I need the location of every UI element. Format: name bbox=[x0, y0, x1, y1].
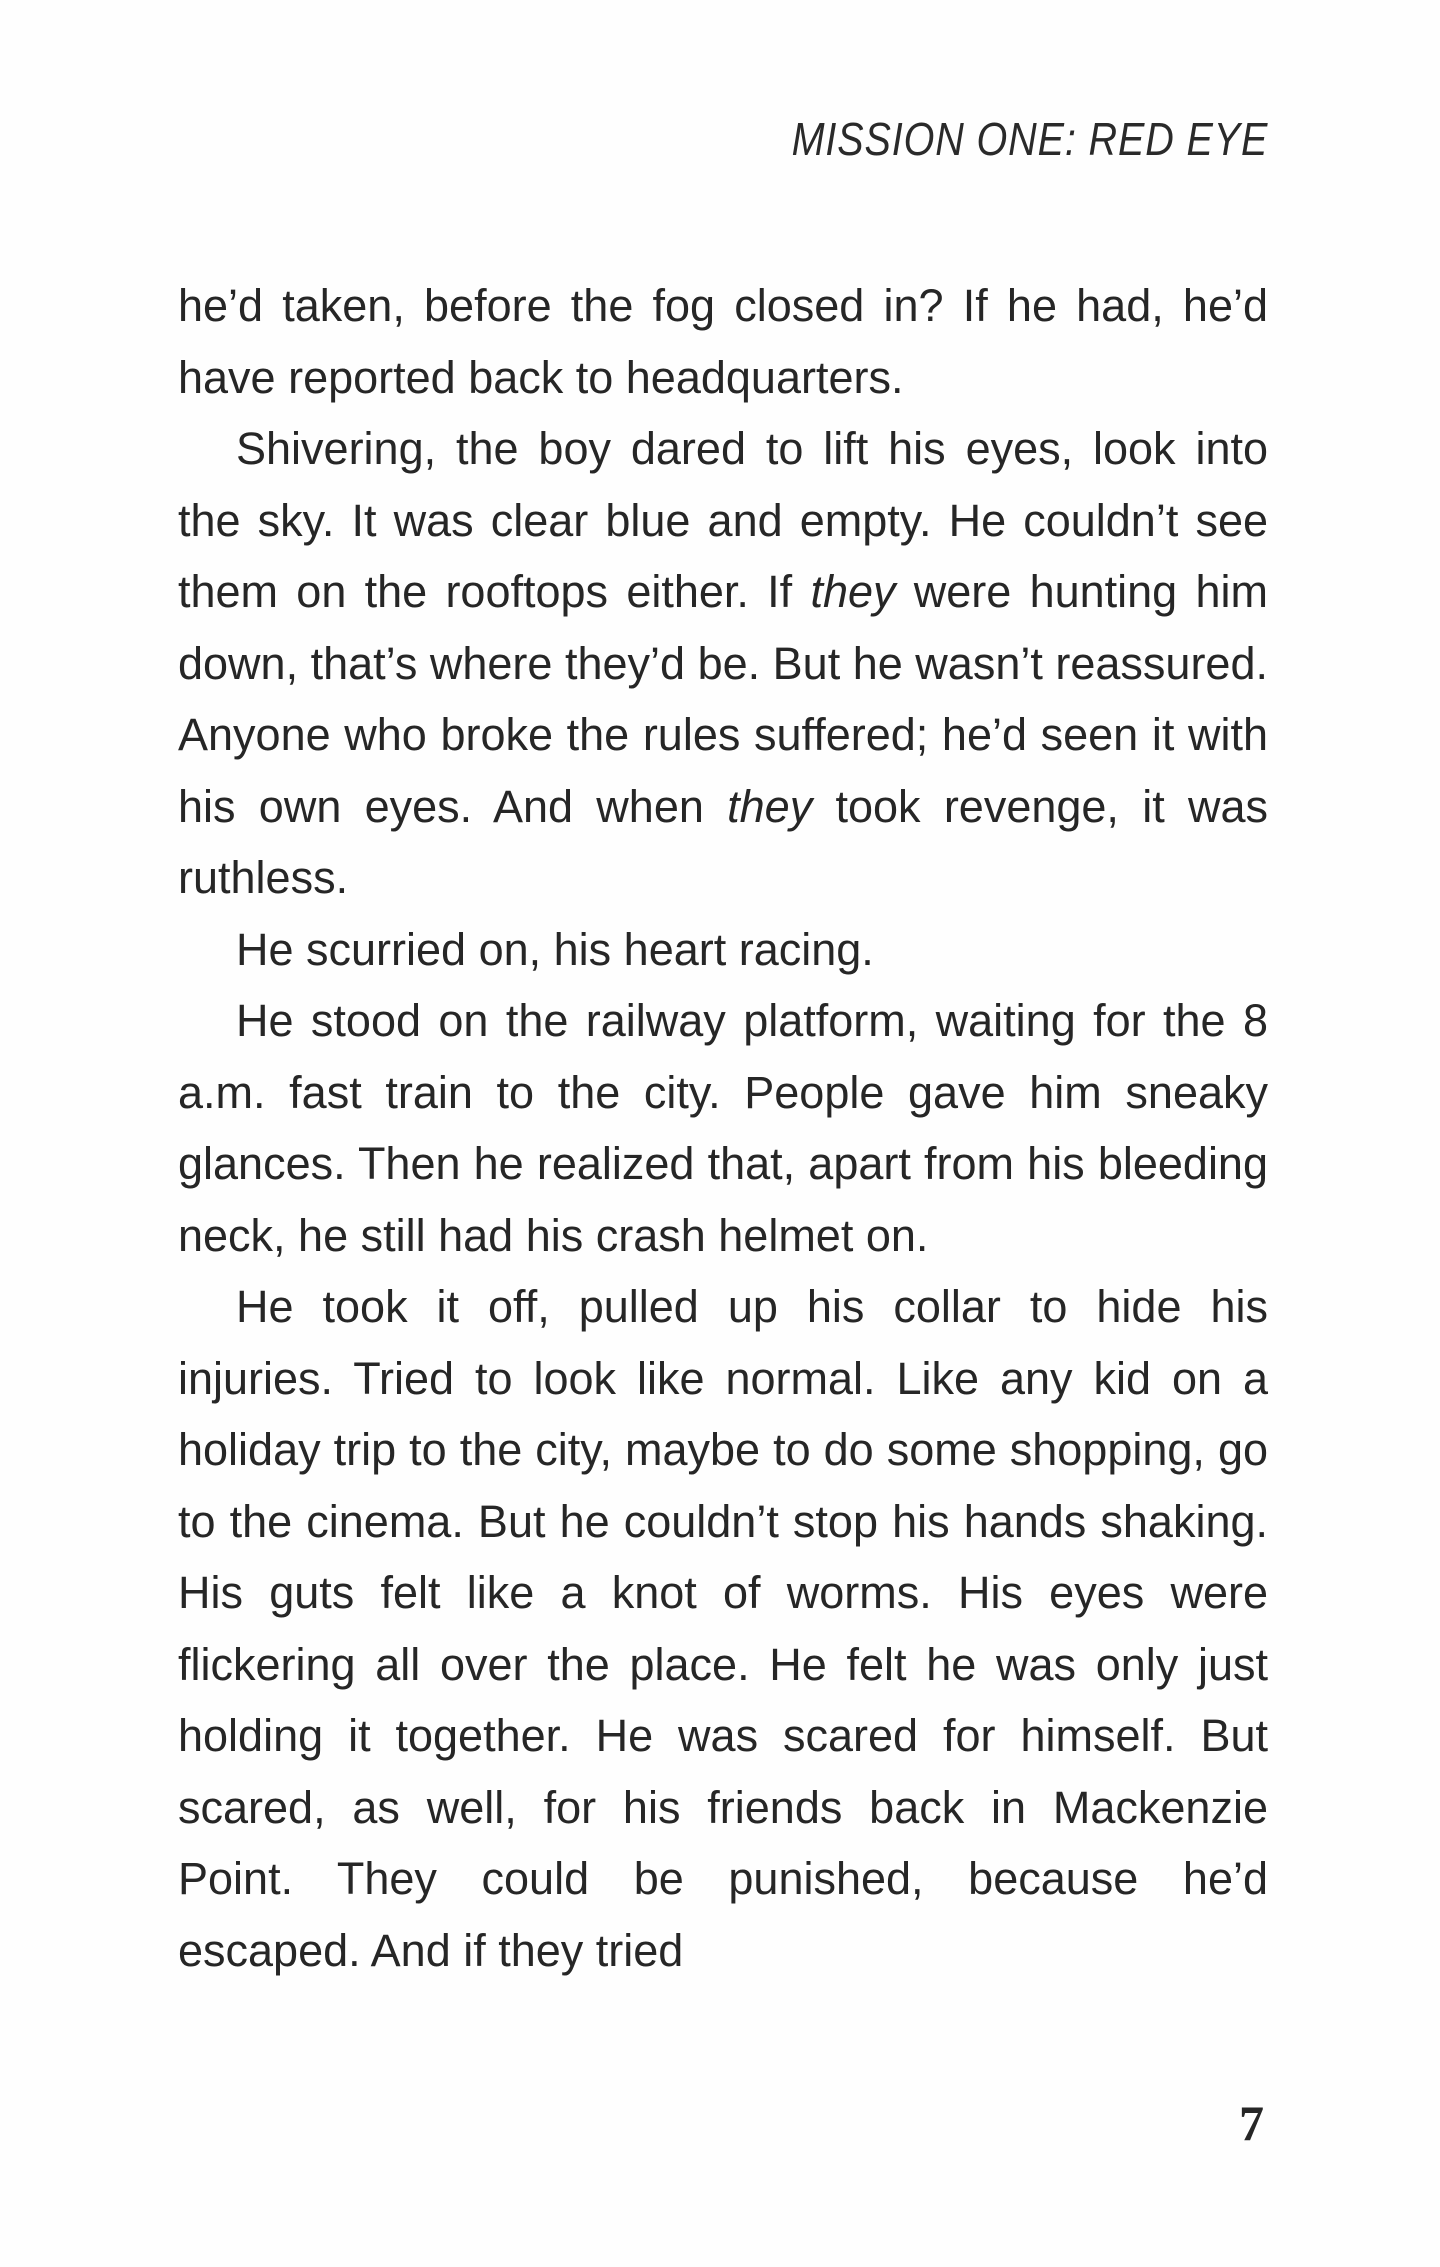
paragraph-5 bbox=[178, 1271, 1268, 1986]
paragraph-text: He scurried on, his heart racing. bbox=[236, 923, 874, 975]
page-number: 7 bbox=[1239, 2095, 1264, 2151]
paragraph-text: He took it off, pulled up his collar to hide his injuries. Tried to look like normal. Like any kid on a holiday trip to the city, maybe to do some shopping, go to the cinema. But he couldn’t stop his hands shaking. His guts felt like a knot of worms. His eyes were flickering all over the place. He felt he was only just holding it together. He was scared for himself. But scared, as well, for his friends back in Mackenzie Point. They could be punished, because he’d escaped. And if they tried bbox=[178, 1281, 1268, 1976]
emphasis-text: they bbox=[727, 780, 813, 832]
running-head: MISSION ONE: RED EYE bbox=[791, 113, 1268, 165]
body-text bbox=[178, 270, 1268, 1986]
paragraph-2 bbox=[178, 413, 1268, 914]
paragraph-3 bbox=[178, 914, 1268, 986]
paragraph-text: took revenge, it was ruthless. bbox=[178, 780, 1269, 903]
paragraph-text: He stood on the railway platform, waiting for the 8 a.m. fast train to the city. People gave him sneaky glances. Then he realized that, apart from his bleeding neck, he still had his crash helmet on. bbox=[178, 995, 1268, 1261]
paragraph-text: Shivering, the boy dared to lift his eyes, look into the sky. It was clear blue and empty. He couldn’t see them on the rooftops either. If bbox=[178, 423, 1268, 617]
paragraph-text: he’d taken, before the fog closed in? If he had, he’d have reported back to headquarters. bbox=[178, 280, 1268, 403]
emphasis-text: they bbox=[810, 566, 896, 617]
paragraph-4 bbox=[178, 985, 1268, 1271]
paragraph-text: were hunting him down, that’s where they’d be. But he wasn’t reassured. Anyone who broke the rules suffered; he’d seen it with his own eyes. And when bbox=[178, 566, 1268, 832]
paragraph-1 bbox=[178, 270, 1268, 413]
